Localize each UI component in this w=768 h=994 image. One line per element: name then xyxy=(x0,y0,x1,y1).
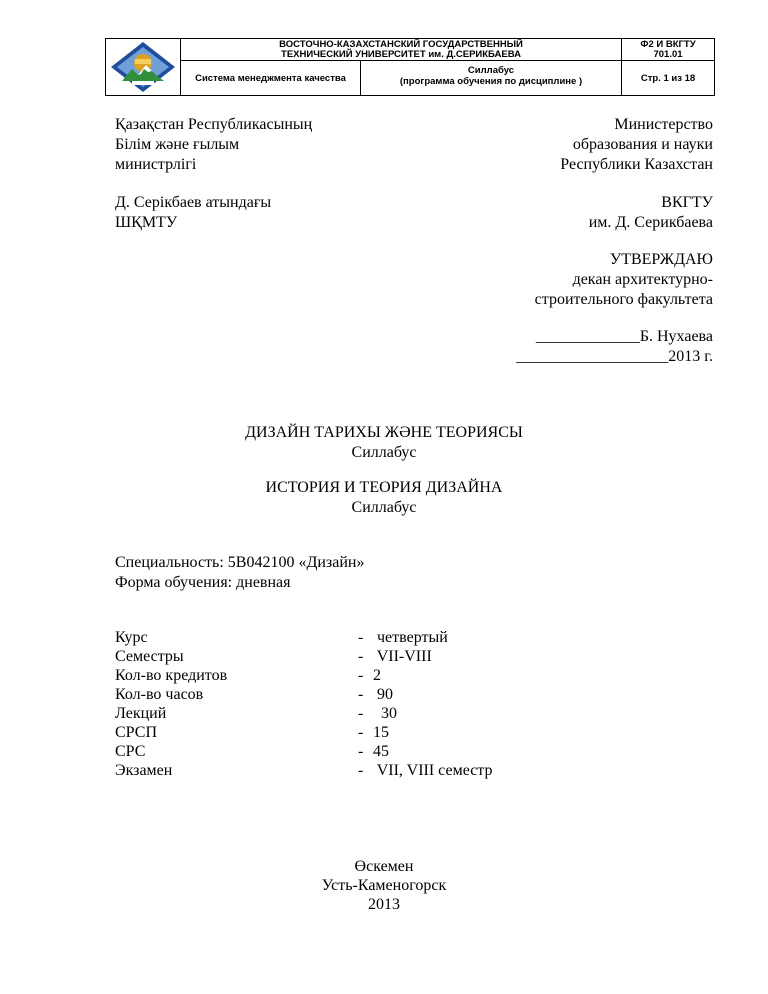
ru-university-line2: им. Д. Серикбаева xyxy=(588,214,713,231)
doc-code-cell xyxy=(621,39,714,61)
course-info-label: Экзамен xyxy=(115,762,173,779)
course-info-dash: - xyxy=(358,743,364,760)
specialty-line: Специальность: 5В042100 «Дизайн» xyxy=(115,554,365,571)
doc-subtype: (программа обучения по дисциплине ) xyxy=(399,76,583,87)
course-info-dash: - xyxy=(358,648,364,665)
course-info-value: 90 xyxy=(373,686,393,703)
doc-code-line1: Ф2 И ВКГТУ xyxy=(640,39,696,50)
course-info-value: 45 xyxy=(373,743,389,760)
city-kz: Өскемен xyxy=(354,858,414,875)
doc-type-cell xyxy=(361,61,621,95)
city-ru: Усть-Каменогорск xyxy=(321,877,447,894)
ru-course-title: ИСТОРИЯ И ТЕОРИЯ ДИЗАЙНА xyxy=(265,479,503,496)
kz-ministry-line2: Білім және ғылым xyxy=(115,136,240,153)
course-info-label: Кол-во кредитов xyxy=(115,667,228,684)
year: 2013 xyxy=(368,896,400,913)
ru-ministry-line3: Республики Казахстан xyxy=(560,156,713,173)
kz-ministry-line3: министрлігі xyxy=(115,156,197,173)
course-info-value: 30 xyxy=(373,705,397,722)
approval-date-line: ___________________2013 г. xyxy=(516,348,713,365)
university-name-line2: ТЕХНИЧЕСКИЙ УНИВЕРСИТЕТ им. Д.СЕРИКБАЕВА xyxy=(281,49,521,60)
course-info-label: СРСП xyxy=(115,724,157,741)
doc-code-line2: 701.01 xyxy=(653,49,683,60)
ru-university-line1: ВКГТУ xyxy=(661,194,713,211)
doc-type: Силлабус xyxy=(467,65,515,76)
course-info-value: 15 xyxy=(373,724,389,741)
approval-position-line1: декан архитектурно- xyxy=(572,271,713,288)
university-name-cell xyxy=(181,39,621,61)
course-info-dash: - xyxy=(358,629,364,646)
course-info-dash: - xyxy=(358,724,364,741)
course-info-dash: - xyxy=(358,705,364,722)
university-name-line1: ВОСТОЧНО-КАЗАХСТАНСКИЙ ГОСУДАРСТВЕННЫЙ xyxy=(279,39,523,50)
ru-ministry-line2: образования и науки xyxy=(572,136,713,153)
ru-ministry-line1: Министерство xyxy=(614,116,713,133)
course-info-value: 2 xyxy=(373,667,381,684)
kz-course-title: ДИЗАЙН ТАРИХЫ ЖӘНЕ ТЕОРИЯСЫ xyxy=(245,424,523,441)
university-emblem-icon xyxy=(108,41,178,93)
course-info-label: Кол-во часов xyxy=(115,686,204,703)
course-info-dash: - xyxy=(358,762,364,779)
approval-signature-line: _____________Б. Нухаева xyxy=(535,328,713,345)
page-number: Стр. 1 из 18 xyxy=(640,72,696,84)
page-number-cell xyxy=(621,61,714,95)
course-info-label: Лекций xyxy=(115,705,167,722)
course-info-label: СРС xyxy=(115,743,146,760)
study-form-line: Форма обучения: дневная xyxy=(115,574,291,591)
kz-course-subtitle: Силлабус xyxy=(351,444,417,461)
course-info-value: четвертый xyxy=(373,629,448,646)
ru-course-subtitle: Силлабус xyxy=(351,499,417,516)
course-info-label: Курс xyxy=(115,629,148,646)
qms-label: Система менеджмента качества xyxy=(195,72,346,84)
course-info-value: VII, VIII семестр xyxy=(373,762,493,779)
kz-university-line2: ШҚМТУ xyxy=(115,214,178,231)
kz-ministry-line1: Қазақстан Республикасының xyxy=(115,116,313,133)
logo-cell xyxy=(106,39,181,95)
kz-university-line1: Д. Серікбаев атындағы xyxy=(115,194,272,211)
qms-cell xyxy=(181,61,361,95)
course-info-label: Семестры xyxy=(115,648,184,665)
course-info-dash: - xyxy=(358,667,364,684)
course-info-value: VII-VIII xyxy=(373,648,432,665)
approval-title: УТВЕРЖДАЮ xyxy=(609,251,713,268)
document-header-table xyxy=(105,38,715,96)
course-info-dash: - xyxy=(358,686,364,703)
approval-position-line2: строительного факультета xyxy=(534,291,713,308)
